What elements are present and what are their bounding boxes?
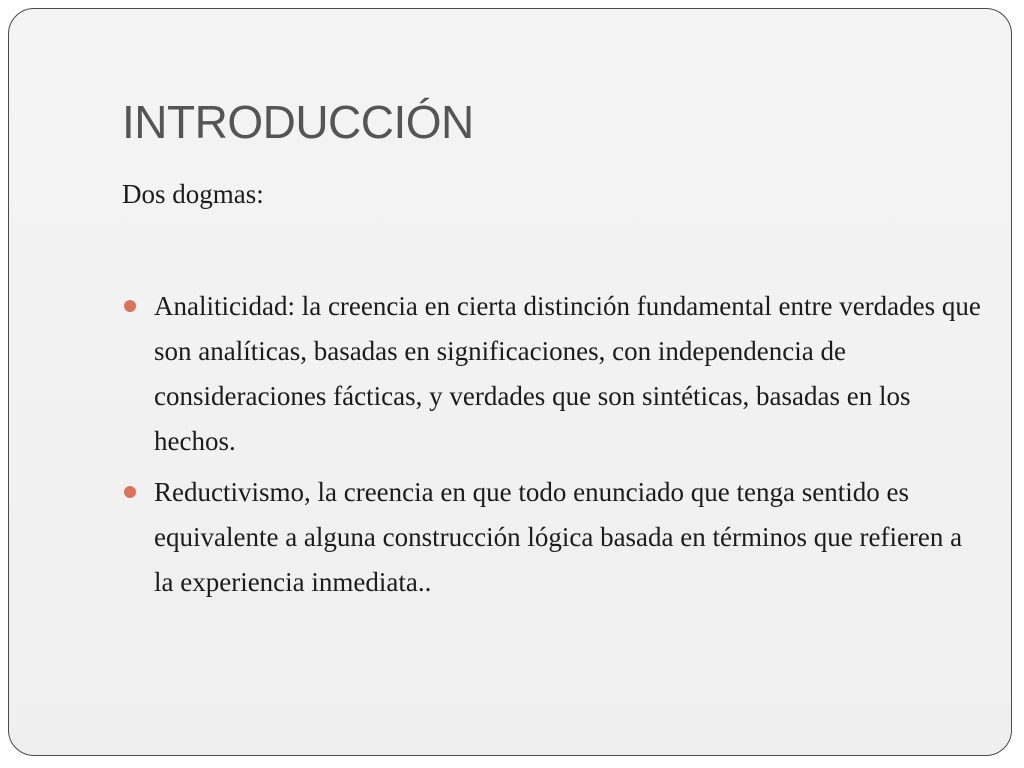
bullet-list — [122, 284, 982, 611]
bullet-item-reductivismo — [122, 470, 982, 605]
bullet-item-analiticidad — [122, 284, 982, 464]
slide-frame — [8, 8, 1012, 756]
bullet-dot-icon — [124, 300, 136, 312]
bullet-text: Reductivismo, la creencia en que todo enunciado que tenga sentido es equivalente a alguna construcción lógica basada en términos que refieren a la experiencia inmediata.. — [154, 477, 963, 597]
intro-line: Dos dogmas: — [122, 179, 264, 209]
bullet-text: Analiticidad: la creencia en cierta distinción fundamental entre verdades que son analíticas, basadas en significaciones, con independencia de consideraciones fácticas, y verdades que son sintéticas, basadas en los hechos. — [154, 291, 981, 456]
slide-title: INTRODUCCIÓN — [122, 96, 474, 148]
bullet-dot-icon — [124, 486, 136, 498]
